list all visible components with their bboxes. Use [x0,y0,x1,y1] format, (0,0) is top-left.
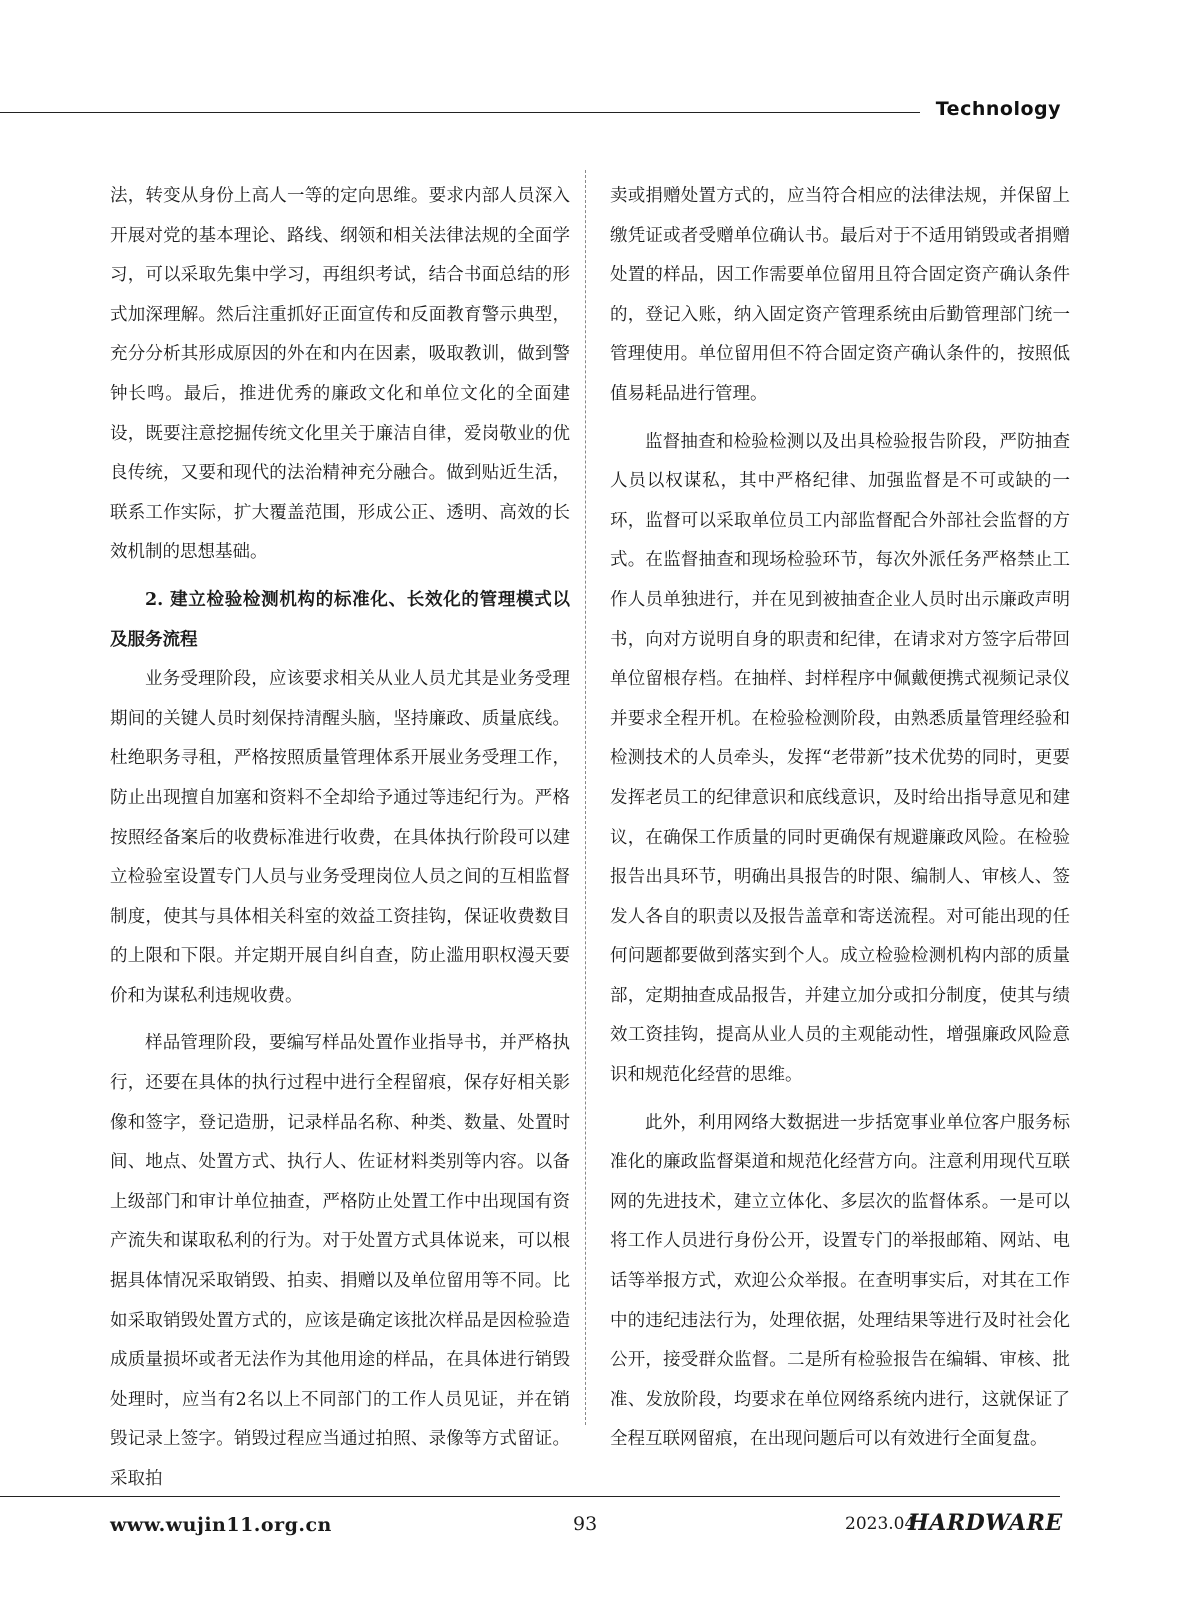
paragraph: 法，转变从身份上高人一等的定向思维。要求内部人员深入开展对党的基本理论、路线、纲领和相关法律法规的全面学习，可以采取先集中学习，再组织考试，结合书面总结的形式加深理解。然后注重抓好正面宣传和反面教育警示典型，充分分析其形成原因的外在和内在因素，吸取教训，做到警钟长鸣。最后，推进优秀的廉政文化和单位文化的全面建设，既要注意挖掘传统文化里关于廉洁自律，爱岗敬业的优良传统，又要和现代的法治精神充分融合。做到贴近生活，联系工作实际，扩大覆盖范围，形成公正、透明、高效的长效机制的思想基础。 [110,186,570,563]
paragraph: 业务受理阶段，应该要求相关从业人员尤其是业务受理期间的关键人员时刻保持清醒头脑，坚持廉政、质量底线。杜绝职务寻租，严格按照质量管理体系开展业务受理工作，防止出现擅自加塞和资料不全却给予通过等违纪行为。严格按照经备案后的收费标准进行收费，在具体执行阶段可以建立检验室设置专门人员与业务受理岗位人员之间的互相监督制度，使其与具体相关科室的效益工资挂钩，保证收费数目的上限和下限。并定期开展自纠自查，防止滥用职权漫天要价和为谋私利违规收费。 [110,669,570,1006]
left-column [110,177,570,1500]
section-heading: 2. 建立检验检测机构的标准化、长效化的管理模式以及服务流程 [110,589,570,650]
page-number: 93 [573,1513,598,1535]
paragraph: 此外，利用网络大数据进一步括宽事业单位客户服务标准化的廉政监督渠道和规范化经营方向。注意利用现代互联网的先进技术，建立立体化、多层次的监督体系。一是可以将工作人员进行身份公开，设置专门的举报邮箱、网站、电话等举报方式，欢迎公众举报。在查明事实后，对其在工作中的违纪违法行为，处理依据，处理结果等进行及时社会化公开，接受群众监督。二是所有检验报告在编辑、审核、批准、发放阶段，均要求在单位网络系统内进行，这就保证了全程互联网留痕，在出现问题后可以有效进行全面复盘。 [610,1112,1070,1450]
magazine-name: HARDWARE [908,1510,1063,1536]
footer-url: www.wujin11.org.cn [110,1514,332,1536]
paragraph: 样品管理阶段，要编写样品处置作业指导书，并严格执行，还要在具体的执行过程中进行全程留痕，保存好相关影像和签字，登记造册，记录样品名称、种类、数量、处置时间、地点、处置方式、执行人、佐证材料类别等内容。以备上级部门和审计单位抽查，严格防止处置工作中出现国有资产流失和谋取私利的行为。对于处置方式具体说来，可以根据具体情况采取销毁、拍卖、捐赠以及单位留用等不同。比如采取销毁处置方式的，应该是确定该批次样品是因检验造成质量损坏或者无法作为其他用途的样品，在具体进行销毁处理时，应当有2名以上不同部门的工作人员见证，并在销毁记录上签字。销毁过程应当通过拍照、录像等方式留证。采取拍 [110,1033,570,1489]
footer-rule [0,1496,1060,1497]
right-column [610,177,1070,1460]
paragraph: 卖或捐赠处置方式的，应当符合相应的法律法规，并保留上缴凭证或者受赠单位确认书。最后对于不适用销毁或者捐赠处置的样品，因工作需要单位留用且符合固定资产确认条件的，登记入账，纳入固定资产管理系统由后勤管理部门统一管理使用。单位留用但不符合固定资产确认条件的，按照低值易耗品进行管理。 [610,186,1070,404]
issue-date: 2023.04 [845,1514,916,1534]
header-rule [0,112,920,113]
column-divider [585,170,586,1425]
paragraph: 监督抽查和检验检测以及出具检验报告阶段，严防抽查人员以权谋私，其中严格纪律、加强监督是不可或缺的一环，监督可以采取单位员工内部监督配合外部社会监督的方式。在监督抽查和现场检验环节，每次外派任务严格禁止工作人员单独进行，并在见到被抽查企业人员时出示廉政声明书，向对方说明自身的职责和纪律，在请求对方签字后带回单位留根存档。在抽样、封样程序中佩戴便携式视频记录仪并要求全程开机。在检验检测阶段，由熟悉质量管理经验和检测技术的人员牵头，发挥“老带新”技术优势的同时，更要发挥老员工的纪律意识和底线意识，及时给出指导意见和建议，在确保工作质量的同时更确保有规避廉政风险。在检验报告出具环节，明确出具报告的时限、编制人、审核人、签发人各自的职责以及报告盖章和寄送流程。对可能出现的任何问题都要做到落实到个人。成立检验检测机构内部的质量部，定期抽查成品报告，并建立加分或扣分制度，使其与绩效工资挂钩，提高从业人员的主观能动性，增强廉政风险意识和规范化经营的思维。 [610,431,1070,1086]
section-title: Technology [935,98,1061,120]
